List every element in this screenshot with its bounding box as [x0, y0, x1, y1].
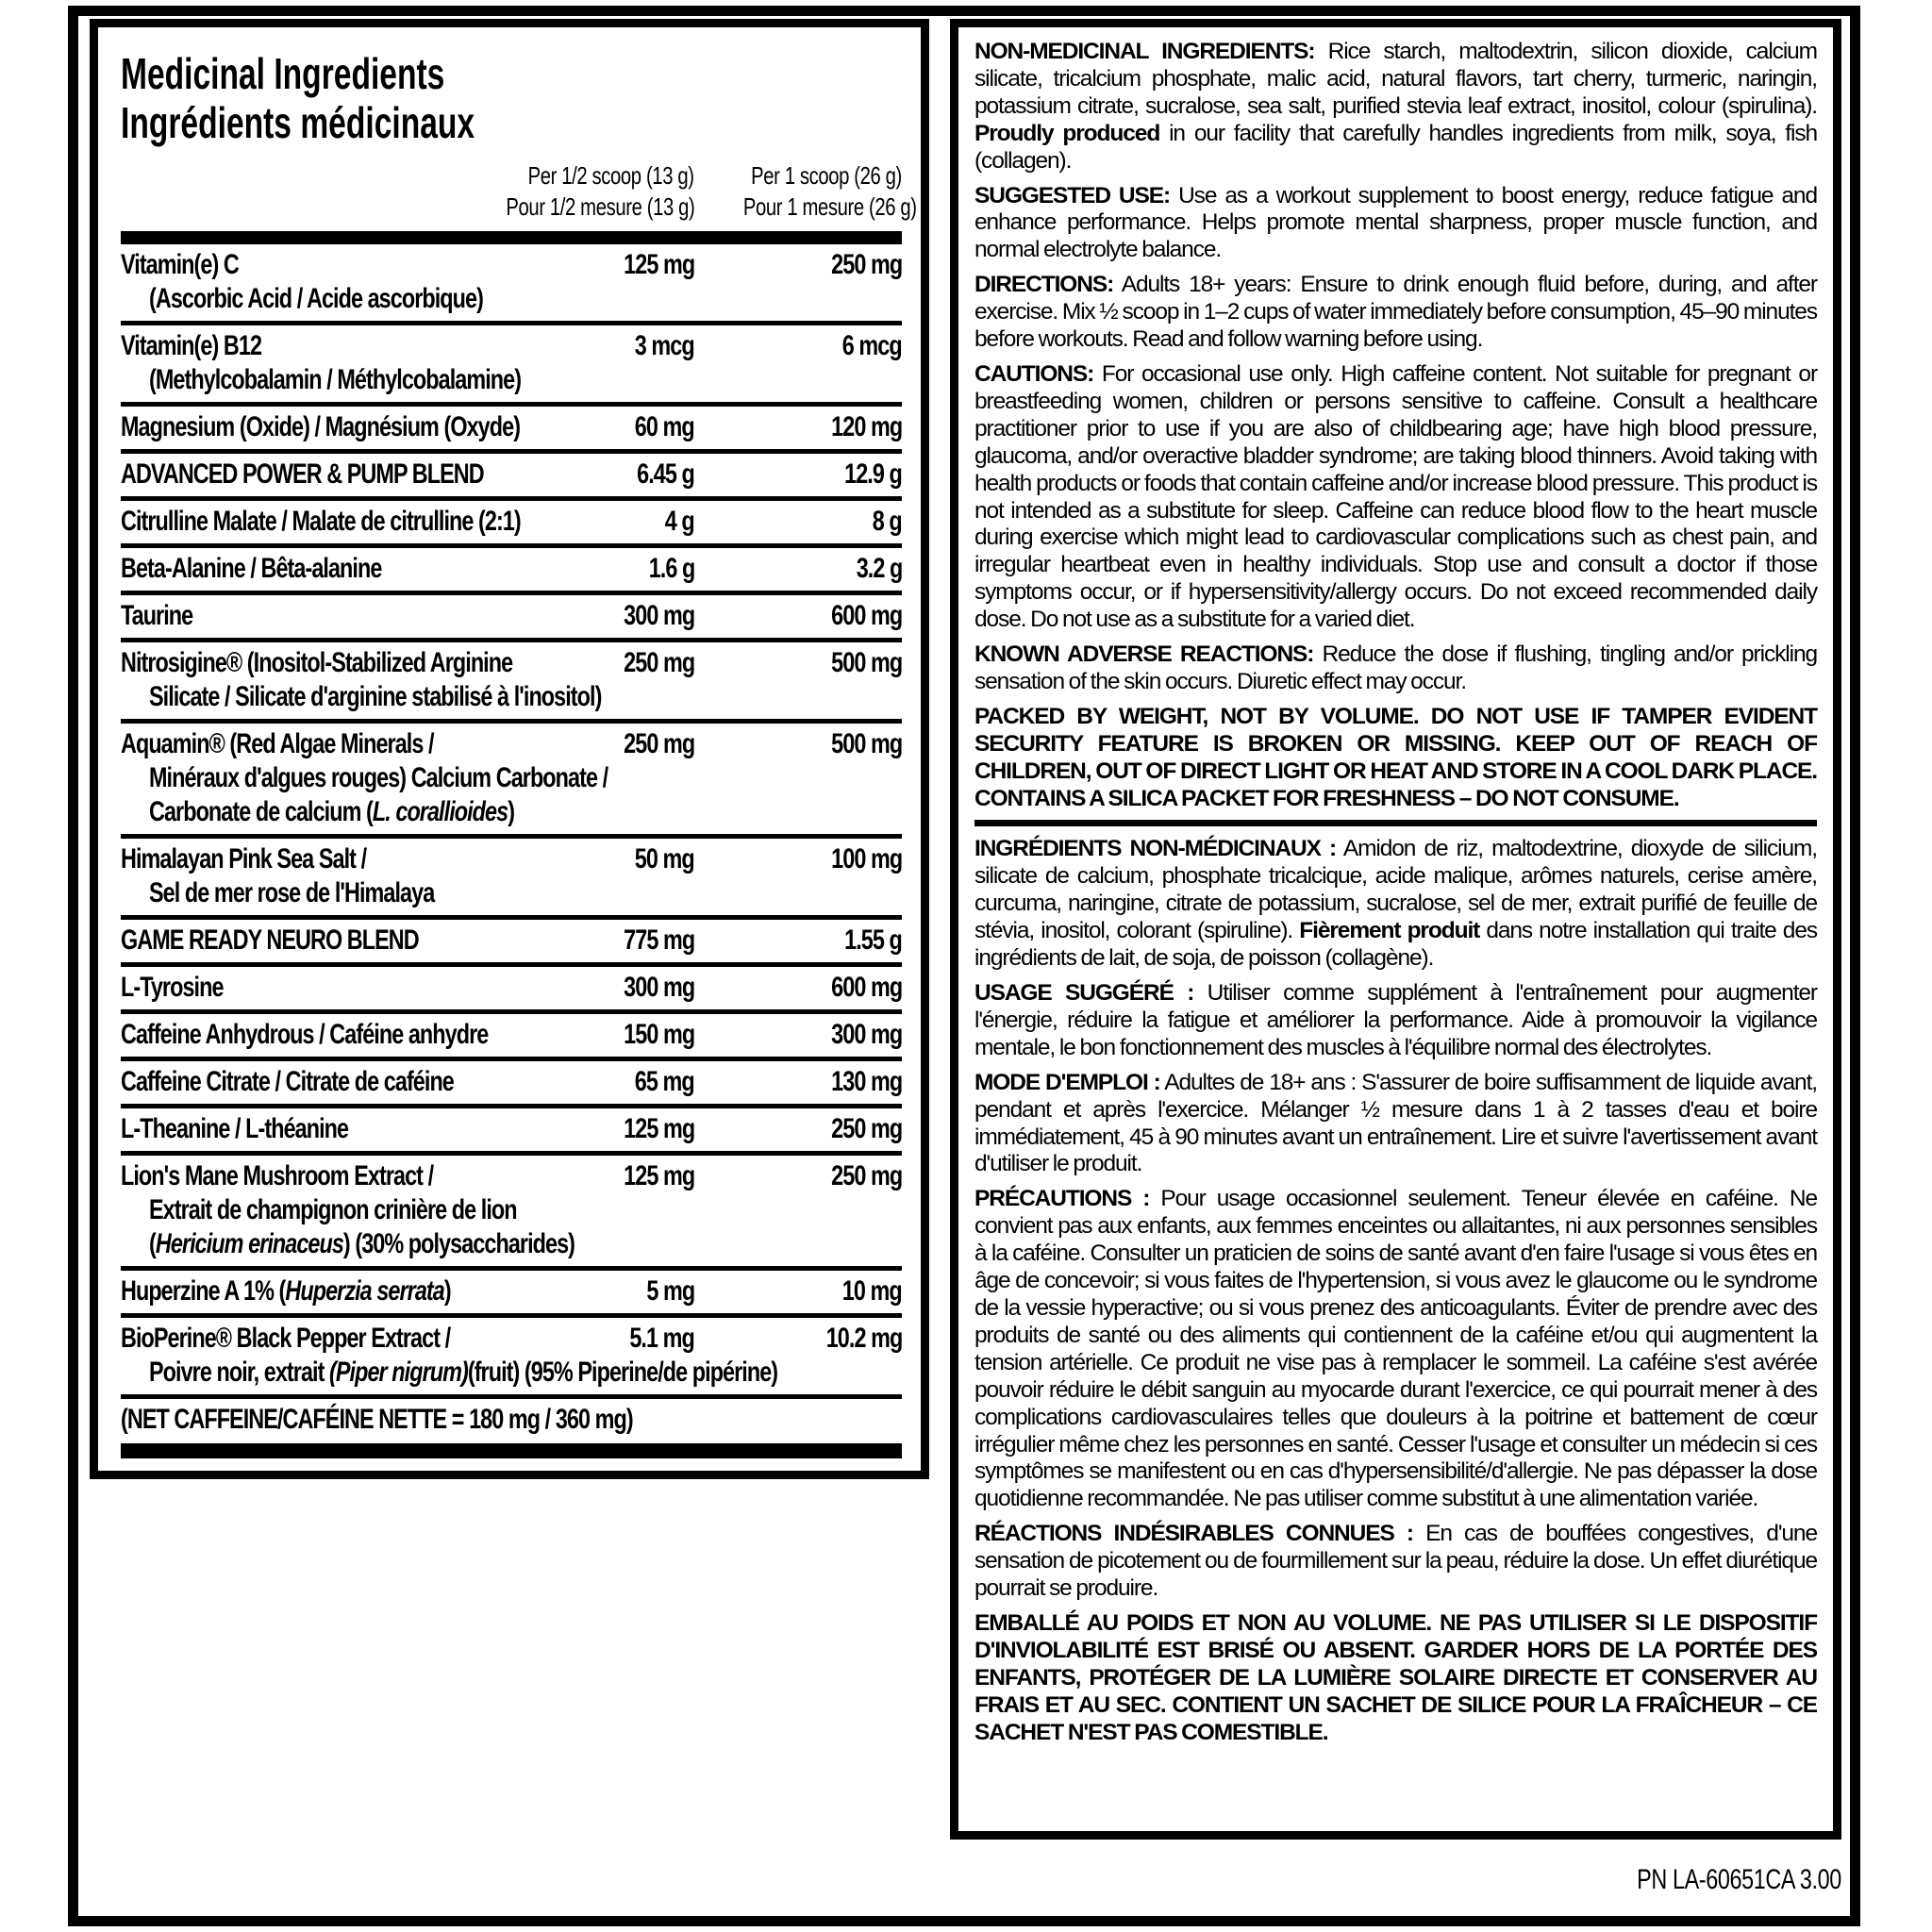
- ingredient-subline-text: Sel de mer rose de l'Himalaya: [149, 877, 435, 909]
- info-paragraph: INGRÉDIENTS NON-MÉDICINAUX : Amidon de riz, maltodextrine, dioxyde de silicium, silicate de calcium, phosphate tricalcique, acide malique, arômes naturels, cerise amère, curcuma, naringine, citrate de potassium, sucralose, sel de mer, extrait purifié de feuille de stévia, inositol, colorant (spiruline). Fièrement produit dans notre installation qui traite des ingrédients de lait, de soja, de poisson (collagène).: [974, 836, 1818, 972]
- ingredient-row: [121, 548, 902, 595]
- ingredient-name: [121, 1065, 583, 1099]
- amount-half-scoop-text: 60 mg: [635, 411, 694, 443]
- ingredient-name: [121, 1018, 583, 1052]
- paragraph-heading: DIRECTIONS:: [974, 272, 1114, 298]
- ingredient-name-text: Beta-Alanine / Bêta-alanine: [121, 553, 382, 585]
- amount-full-scoop: [694, 1322, 902, 1356]
- ingredient-name-text: L-Tyrosine: [121, 972, 224, 1004]
- ingredient-name: [121, 842, 583, 876]
- ingredient-row-line: [121, 924, 902, 958]
- ingredient-row: [121, 407, 902, 454]
- amount-full-scoop-text: 3.2 g: [856, 553, 902, 585]
- ingredient-subline: [121, 680, 902, 714]
- amount-full-scoop-text: 500 mg: [830, 647, 902, 679]
- english-section: [974, 39, 1817, 812]
- amount-full-scoop-text: 500 mg: [830, 728, 902, 760]
- amount-full-scoop-text: 600 mg: [830, 972, 902, 1004]
- paragraph-heading: NON-MEDICINAL INGREDIENTS:: [974, 39, 1315, 64]
- column-header-full-scoop: [694, 160, 917, 222]
- paragraph-heading: KNOWN ADVERSE REACTIONS:: [974, 641, 1314, 668]
- amount-half-scoop: [583, 727, 694, 761]
- amount-half-scoop: [583, 552, 694, 586]
- ingredient-row-line: [121, 727, 902, 761]
- ingredient-name: [121, 248, 583, 282]
- ingredient-name-text: Vitamin(e) B12: [121, 330, 262, 362]
- ingredient-name-text: Magnesium (Oxide) / Magnésium (Oxyde): [121, 411, 521, 443]
- amount-full-scoop-text: 6 mcg: [842, 330, 902, 362]
- amount-half-scoop: [583, 410, 694, 444]
- information-panel: [950, 19, 1841, 1840]
- amount-half-scoop-text: 300 mg: [623, 600, 694, 632]
- ingredient-name-text: Caffeine Citrate / Citrate de caféine: [121, 1066, 454, 1098]
- amount-half-scoop-text: 300 mg: [623, 972, 694, 1004]
- ingredient-name: [121, 1159, 583, 1193]
- ingredient-subline-text: (Ascorbic Acid / Acide ascorbique): [149, 283, 483, 315]
- amount-half-scoop: [583, 646, 694, 680]
- amount-half-scoop: [583, 1274, 694, 1308]
- ingredient-row: [121, 595, 902, 642]
- ingredient-name: [121, 599, 583, 633]
- amount-half-scoop: [583, 971, 694, 1005]
- ingredient-name: [121, 727, 583, 761]
- ingredient-row: [121, 1108, 902, 1156]
- amount-full-scoop: [694, 1018, 902, 1052]
- amount-half-scoop: [583, 599, 694, 633]
- ingredient-row: [121, 325, 902, 407]
- table-bottom-bar: [121, 1443, 902, 1458]
- info-paragraph: SUGGESTED USE: Use as a workout supplement to boost energy, reduce fatigue and enhance performance. Helps promote mental sharpness, proper muscle function, and normal electrolyte balance.: [974, 182, 1817, 263]
- ingredient-subline: [121, 1193, 902, 1227]
- amount-full-scoop: [694, 727, 902, 761]
- ingredient-name: [121, 552, 583, 586]
- ingredient-row-line: [121, 971, 902, 1005]
- amount-full-scoop-text: 100 mg: [830, 843, 902, 875]
- paragraph-heading: RÉACTIONS INDÉSIRABLES CONNUES :: [974, 1521, 1413, 1547]
- ingredient-name: [121, 1403, 902, 1437]
- ingredient-subline-text: Poivre noir, extrait (Piper nigrum)(fruit) (95% Piperine/de pipérine): [149, 1357, 778, 1389]
- ingredient-name: [121, 1274, 583, 1308]
- ingredient-row-line: [121, 842, 902, 876]
- amount-full-scoop: [694, 1274, 902, 1308]
- ingredient-name-text: Vitamin(e) C: [121, 249, 239, 281]
- ingredient-subline: [121, 876, 902, 910]
- ingredient-name-text: Taurine: [121, 600, 193, 632]
- ingredient-row: [121, 839, 902, 920]
- ingredient-row: [121, 1156, 902, 1271]
- ingredient-row: [121, 501, 902, 548]
- amount-half-scoop-text: 1.6 g: [648, 553, 694, 585]
- ingredient-subline-text: (Hericium erinaceus) (30% polysaccharides): [149, 1228, 575, 1260]
- table-header-divider-bar: [121, 231, 902, 244]
- amount-half-scoop: [583, 505, 694, 539]
- amount-full-scoop-text: 250 mg: [830, 1113, 902, 1145]
- ingredient-row-line: [121, 505, 902, 539]
- amount-full-scoop-text: 600 mg: [830, 600, 902, 632]
- amount-full-scoop-text: 10.2 mg: [825, 1323, 902, 1355]
- info-paragraph: EMBALLÉ AU POIDS ET NON AU VOLUME. NE PAS UTILISER SI LE DISPOSITIF D'INVIOLABILITÉ EST BRISÉ OU ABSENT. GARDER HORS DE LA PORTÉE DES ENFANTS, PROTÉGER DE LA LUMIÈRE SOLAIRE DIRECTE ET CONSERVER AU FRAIS ET AU SEC. CONTIENT UN SACHET DE SILICE POUR LA FRAÎCHEUR – CE SACHET N'EST PAS COMESTIBLE.: [974, 1609, 1817, 1745]
- amount-full-scoop: [694, 971, 902, 1005]
- ingredient-name-text: Aquamin® (Red Algae Minerals /: [121, 728, 434, 760]
- ingredient-row-line: [121, 599, 902, 633]
- amount-half-scoop: [583, 248, 694, 282]
- amount-half-scoop-text: 150 mg: [623, 1019, 694, 1051]
- ingredient-row-line: [121, 329, 902, 363]
- ingredient-name-text: Huperzine A 1% (Huperzia serrata): [121, 1275, 451, 1307]
- ingredient-row-line: [121, 248, 902, 282]
- ingredient-name: [121, 458, 583, 491]
- ingredient-subline-text: (Methylcobalamin / Méthylcobalamine): [149, 364, 522, 396]
- amount-full-scoop-text: 8 g: [872, 506, 902, 538]
- ingredient-name: [121, 410, 583, 444]
- amount-full-scoop-text: 250 mg: [830, 249, 902, 281]
- amount-half-scoop-text: 775 mg: [623, 924, 694, 957]
- ingredient-subline: [121, 761, 902, 795]
- paragraph-heading: INGRÉDIENTS NON-MÉDICINAUX :: [974, 836, 1337, 862]
- ingredient-row: [121, 920, 902, 967]
- ingredient-row-line: [121, 1403, 902, 1437]
- ingredient-subline: [121, 1227, 902, 1261]
- amount-half-scoop: [583, 1322, 694, 1356]
- part-number-text: PN LA-60651CA 3.00: [1637, 1864, 1841, 1895]
- paragraph-heading: SUGGESTED USE:: [974, 182, 1171, 208]
- ingredient-name-text: BioPerine® Black Pepper Extract /: [121, 1323, 451, 1355]
- paragraph-heading: MODE D'EMPLOI :: [974, 1069, 1160, 1095]
- ingredient-row-line: [121, 1159, 902, 1193]
- ingredient-name: [121, 505, 583, 539]
- ingredient-name-text: L-Theanine / L-théanine: [121, 1113, 349, 1145]
- ingredient-subline-text: Silicate / Silicate d'arginine stabilisé à l'inositol): [149, 681, 602, 713]
- amount-full-scoop: [694, 924, 902, 958]
- ingredient-subline-text: Minéraux d'algues rouges) Calcium Carbonate /: [149, 762, 608, 794]
- ingredient-row: [121, 724, 902, 839]
- amount-half-scoop: [583, 1065, 694, 1099]
- amount-full-scoop: [694, 248, 902, 282]
- ingredient-subline: [121, 363, 902, 397]
- amount-full-scoop-text: 130 mg: [830, 1066, 902, 1098]
- amount-full-scoop: [694, 842, 902, 876]
- ingredient-row-line: [121, 1322, 902, 1356]
- column-header-half-scoop: [121, 160, 694, 222]
- ingredient-name: [121, 924, 583, 958]
- amount-full-scoop: [694, 410, 902, 444]
- amount-full-scoop: [694, 458, 902, 491]
- ingredient-name-text: Nitrosigine® (Inositol-Stabilized Arginine: [121, 647, 513, 679]
- amount-full-scoop: [694, 1159, 902, 1193]
- column-header-line: Pour 1/2 mesure (13 g): [506, 192, 694, 221]
- info-paragraph: RÉACTIONS INDÉSIRABLES CONNUES : En cas de bouffées congestives, d'une sensation de picotement ou de fourmillement sur la peau, réduire la dose. Un effet diurétique pourrait se produire.: [974, 1521, 1817, 1602]
- column-headers: [121, 160, 917, 222]
- amount-full-scoop: [694, 646, 902, 680]
- amount-full-scoop: [694, 329, 902, 363]
- amount-half-scoop: [583, 1112, 694, 1146]
- ingredient-row: [121, 454, 902, 501]
- amount-full-scoop: [694, 505, 902, 539]
- medicinal-ingredients-panel: [90, 19, 929, 1479]
- info-paragraph: MODE D'EMPLOI : Adultes de 18+ ans : S'assurer de boire suffisamment de liquide avant, pendant et après l'exercice. Mélanger ½ mesure dans 1 à 2 tasses d'eau et boire immédiatement, 45 à 90 minutes avant un entraînement. Lire et suivre l'avertissement avant d'utiliser le produit.: [974, 1069, 1817, 1177]
- ingredient-row-line: [121, 458, 902, 491]
- amount-half-scoop-text: 50 mg: [635, 843, 694, 875]
- amount-half-scoop-text: 4 g: [664, 506, 694, 538]
- amount-full-scoop: [694, 552, 902, 586]
- amount-half-scoop-text: 125 mg: [623, 1113, 694, 1145]
- amount-full-scoop-text: 120 mg: [830, 411, 902, 443]
- paragraph-heading: USAGE SUGGÉRÉ :: [974, 980, 1194, 1006]
- ingredient-name: [121, 971, 583, 1005]
- column-header-line: Per 1/2 scoop (13 g): [528, 161, 694, 191]
- ingredient-name-text: ADVANCED POWER & PUMP BLEND: [121, 458, 484, 491]
- amount-half-scoop: [583, 458, 694, 491]
- amount-half-scoop-text: 3 mcg: [635, 330, 694, 362]
- info-paragraph: KNOWN ADVERSE REACTIONS: Reduce the dose if flushing, tingling and/or prickling sensation of the skin occurs. Diuretic effect may occur.: [974, 641, 1817, 694]
- amount-half-scoop: [583, 1018, 694, 1052]
- ingredient-name-text: Himalayan Pink Sea Salt /: [121, 843, 367, 875]
- amount-half-scoop: [583, 1159, 694, 1193]
- amount-half-scoop-text: 65 mg: [635, 1066, 694, 1098]
- amount-full-scoop-text: 1.55 g: [844, 924, 902, 957]
- amount-half-scoop-text: 250 mg: [623, 728, 694, 760]
- ingredient-name-text: Lion's Mane Mushroom Extract /: [121, 1160, 434, 1192]
- column-header-line: Per 1 scoop (26 g): [751, 161, 902, 191]
- paragraph-heading: CAUTIONS:: [974, 360, 1094, 387]
- amount-half-scoop: [583, 842, 694, 876]
- ingredient-row-line: [121, 410, 902, 444]
- ingredient-subline-text: Extrait de champignon crinière de lion: [149, 1194, 517, 1226]
- ingredient-name-text: Caffeine Anhydrous / Caféine anhydre: [121, 1019, 489, 1051]
- ingredient-row: [121, 1014, 902, 1061]
- column-header-line: Pour 1 mesure (26 g): [742, 192, 917, 221]
- amount-full-scoop: [694, 1112, 902, 1146]
- ingredient-subline: [121, 282, 902, 316]
- ingredient-name-text: (NET CAFFEINE/CAFÉINE NETTE = 180 mg / 360 mg): [121, 1404, 633, 1436]
- paragraph-heading: PRÉCAUTIONS :: [974, 1186, 1150, 1212]
- language-divider: [974, 820, 1817, 826]
- french-section: [974, 836, 1817, 1746]
- amount-full-scoop: [694, 1065, 902, 1099]
- info-paragraph: PRÉCAUTIONS : Pour usage occasionnel seulement. Teneur élevée en caféine. Ne convient pas aux enfants, aux femmes enceintes ou allaitantes, ni aux personnes sensibles à la caféine. Consulter un praticien de soins de santé avant d'en faire l'usage si vous êtes en âge de concevoir; si vous faites de l'hypertension, si vous avez le glaucome ou le syndrome de la vessie hyperactive; ou si vous prenez des anticoagulants. Éviter de prendre avec des produits de santé ou des aliments qui contiennent de la caféine et/ou qui augmentent la tension artérielle. Ce produit ne vise pas à remplacer le sommeil. La caféine s'est avérée pouvoir réduire le débit sanguin au myocarde durant l'exercice, ce qui pourrait mener à des complications cardiovasculaires telles que douleurs à la poitrine et battement de cœur irrégulier même chez les personnes en santé. Cesser l'usage et consulter un médecin si ces symptômes se manifestent ou en cas d'hypersensibilité/d'allergie. Ne pas dépasser la dose quotidienne recommandée. Ne pas utiliser comme substitut à une alimentation variée.: [974, 1186, 1817, 1512]
- ingredient-row: [121, 244, 902, 325]
- amount-full-scoop: [694, 599, 902, 633]
- ingredient-row: [121, 1399, 902, 1441]
- ingredient-subline-text: Carbonate de calcium (L. corallioides): [149, 796, 515, 828]
- amount-half-scoop: [583, 924, 694, 958]
- amount-full-scoop-text: 300 mg: [830, 1019, 902, 1051]
- ingredient-row-line: [121, 1274, 902, 1308]
- amount-half-scoop-text: 125 mg: [623, 249, 694, 281]
- ingredient-row: [121, 1318, 902, 1399]
- amount-half-scoop-text: 5.1 mg: [629, 1323, 694, 1355]
- amount-half-scoop-text: 6.45 g: [637, 458, 694, 491]
- ingredient-subline: [121, 1356, 902, 1390]
- ingredient-row: [121, 1271, 902, 1318]
- amount-half-scoop: [583, 329, 694, 363]
- info-paragraph: CAUTIONS: For occasional use only. High caffeine content. Not suitable for pregnant or breastfeeding women, children or persons sensitive to caffeine. Consult a healthcare practitioner prior to use if you are also of childbearing age; have high blood pressure, glaucoma, and/or overactive bladder syndrome; are taking blood thinners. Avoid taking with health products or foods that contain caffeine and/or increase blood pressure. This product is not intended as a substitute for sleep. Caffeine can reduce blood flow to the heart muscle during exercise which might lead to cardiovascular complications such as chest pain, and irregular heartbeat even in healthy individuals. Stop use and consult a doctor if those symptoms occur, or if hypersensitivity/allergy occurs. Do not exceed recommended daily dose. Do not use as a substitute for a varied diet.: [974, 360, 1817, 633]
- ingredient-name-text: Citrulline Malate / Malate de citrulline (2:1): [121, 506, 521, 538]
- ingredient-row-line: [121, 1018, 902, 1052]
- ingredient-row-line: [121, 646, 902, 680]
- info-paragraph: PACKED BY WEIGHT, NOT BY VOLUME. DO NOT USE IF TAMPER EVIDENT SECURITY FEATURE IS BROKEN OR MISSING. KEEP OUT OF REACH OF CHILDREN, OUT OF DIRECT LIGHT OR HEAT AND STORE IN A COOL DARK PLACE. CONTAINS A SILICA PACKET FOR FRESHNESS – DO NOT CONSUME.: [974, 703, 1817, 811]
- ingredient-row: [121, 642, 902, 724]
- ingredient-name: [121, 1322, 583, 1356]
- amount-half-scoop-text: 5 mg: [646, 1275, 694, 1307]
- ingredient-row: [121, 967, 902, 1014]
- info-paragraph: DIRECTIONS: Adults 18+ years: Ensure to drink enough fluid before, during, and after exercise. Mix ½ scoop in 1–2 cups of water immediately before consumption, 45–90 minutes before workouts. Read and follow warning before using.: [974, 272, 1817, 353]
- ingredient-row-line: [121, 552, 902, 586]
- ingredient-row: [121, 1061, 902, 1108]
- part-number: [950, 1864, 1841, 1896]
- info-paragraph: USAGE SUGGÉRÉ : Utiliser comme supplément à l'entraînement pour augmenter l'énergie, réduire la fatigue et améliorer la performance. Aide à promouvoir la vigilance mentale, le bon fonctionnement des muscles à l'équilibre normal des électrolytes.: [974, 980, 1817, 1060]
- ingredient-name: [121, 329, 583, 363]
- amount-full-scoop-text: 250 mg: [830, 1160, 902, 1192]
- ingredients-table: [121, 244, 902, 1441]
- ingredient-subline: [121, 795, 902, 829]
- ingredient-name: [121, 646, 583, 680]
- ingredient-name: [121, 1112, 583, 1146]
- amount-full-scoop-text: 12.9 g: [844, 458, 902, 491]
- ingredient-row-line: [121, 1112, 902, 1146]
- panel-title-fr: Ingrédients médicinaux: [121, 97, 475, 147]
- ingredient-row-line: [121, 1065, 902, 1099]
- panel-title-en: Medicinal Ingredients: [121, 49, 445, 98]
- info-paragraph: NON-MEDICINAL INGREDIENTS: Rice starch, maltodextrin, silicon dioxide, calcium silicate, tricalcium phosphate, malic acid, natural flavors, tart cherry, turmeric, naringin, potassium citrate, sucralose, sea salt, purified stevia leaf extract, inositol, colour (spirulina). Proudly produced in our facility that carefully handles ingredients from milk, soya, fish (collagen).: [974, 39, 1817, 174]
- amount-half-scoop-text: 125 mg: [623, 1160, 694, 1192]
- ingredient-name-text: GAME READY NEURO BLEND: [121, 924, 419, 957]
- panel-title: [121, 50, 902, 147]
- amount-half-scoop-text: 250 mg: [623, 647, 694, 679]
- amount-full-scoop-text: 10 mg: [842, 1275, 902, 1307]
